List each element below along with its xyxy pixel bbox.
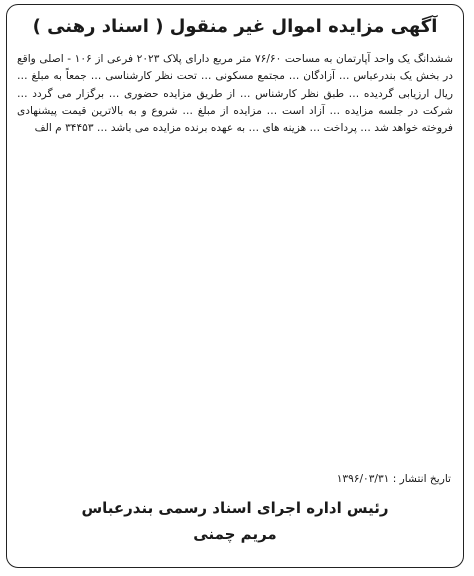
notice-body: ششدانگ یک واحد آپارتمان به مساحت ۷۶/۶۰ متر مربع دارای پلاک ۲۰۲۳ فرعی از ۱۰۶ - اصلی واقع در بخش یک بندرعباس … آزادگان … مجتمع مسکونی … تحت نظر کارشناسی … جمعاً به مبلغ … ریال ارزیابی گردیده … طبق نظر کارشناس … از طریق مزایده حضوری … برگزار می گردد … شرکت در جلسه مزایده … آزاد است … مزایده از مبلغ … شروع و به بالاترین قیمت پیشنهادی فروخته خواهد شد … پرداخت … هزینه های … به عهده برنده مزایده می باشد … ۳۴۴۵۳ م الف xyxy=(17,53,453,135)
signature-block xyxy=(7,495,463,547)
notice-frame xyxy=(6,4,464,568)
publication-date: تاریخ انتشار : ۱۳۹۶/۰۳/۳۱ xyxy=(336,473,451,485)
notice-headline: آگهی مزایده اموال غیر منقول ( اسناد رهنی ) xyxy=(32,16,438,37)
signature-name: مریم چمنی xyxy=(193,525,277,543)
signature-title: رئیس اداره اجرای اسناد رسمی بندرعباس xyxy=(81,499,389,517)
